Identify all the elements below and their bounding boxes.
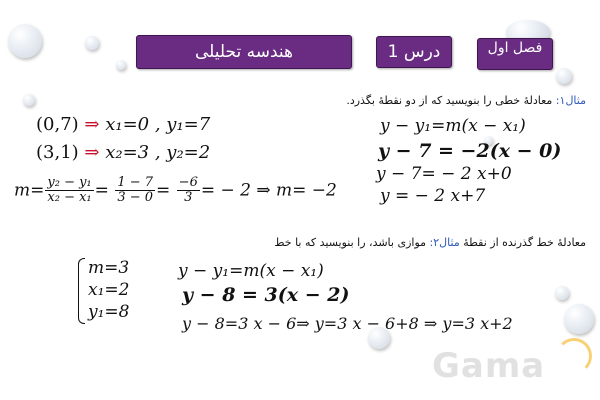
water-drop-decoration — [85, 36, 99, 50]
slope-formula-numerator: y₂ − y₁ — [47, 175, 92, 190]
water-drop-decoration — [556, 68, 572, 84]
water-drop-decoration — [555, 286, 569, 300]
point-1: (0,7) — [36, 114, 79, 135]
example2-text-mid: موازی باشد، را بنویسید که با خط — [274, 236, 427, 249]
ex2-eq-line-1: y − y₁=m(x − x₁) — [178, 261, 324, 281]
slope-substitution-numerator: 1 − 7 — [117, 175, 154, 190]
given-x1: x₁=2 — [88, 280, 130, 300]
water-drop-decoration — [564, 304, 594, 334]
example1-instruction — [346, 94, 586, 107]
slope-formula-fraction — [45, 176, 93, 205]
ex1-eq-line-2: y − 7 = −2(x − 0) — [378, 140, 562, 162]
left-brace-icon — [78, 258, 85, 324]
slope-substitution-fraction — [115, 176, 155, 205]
watermark-logo: Gama — [432, 346, 546, 386]
slope-formula-denominator: x₂ − x₁ — [47, 190, 92, 205]
topic-title-button[interactable]: هندسه تحلیلی — [136, 35, 352, 69]
slope-lhs: m= — [14, 180, 45, 201]
watermark-logo-icon — [556, 338, 592, 374]
slope-result-numerator: −6 — [178, 175, 198, 190]
water-drop-decoration — [8, 24, 42, 58]
given-values-system — [78, 258, 168, 324]
example1-text-end: بگذرد. — [346, 94, 375, 107]
ex2-eq-line-3: y − 8=3 x − 6⇒ y=3 x − 6+8 ⇒ y=3 x+2 — [182, 314, 513, 333]
chapter-button[interactable]: فصل اول — [477, 38, 553, 70]
point-2-line — [36, 142, 210, 163]
slope-substitution-denominator: 3 − 0 — [117, 190, 154, 205]
implies-arrow-icon: ⇒ — [84, 142, 100, 163]
given-slope: m=3 — [88, 258, 130, 278]
slope-computation: m= $\frac{\text{y₂ − y₁}}{\text{x₂ − x₁}}$ = $\frac{1 - 7}{3 - 0}$ = $\frac{-6}{3}$ = − 2 ⇒ m= −2 — [14, 175, 337, 205]
point-1-coords: x₁=0 , y₁=7 — [105, 114, 211, 135]
ex1-eq-line-4: y = − 2 x+7 — [380, 186, 486, 206]
point-1-line — [36, 114, 210, 135]
ex1-eq-line-1: y − y₁=m(x − x₁) — [380, 116, 526, 136]
example1-label: مثال۱: — [555, 94, 586, 107]
water-drop-decoration — [23, 94, 35, 106]
point-2-coords: x₂=3 , y₂=2 — [105, 142, 211, 163]
example1-text: معادلهٔ خطی را بنویسید که از دو نقطهٔ — [378, 94, 553, 107]
ex2-eq-line-2: y − 8 = 3(x − 2) — [182, 284, 350, 306]
given-y1: y₁=8 — [88, 302, 130, 322]
example2-text: معادلهٔ خط گذرنده از نقطهٔ — [463, 236, 586, 249]
point-2: (3,1) — [36, 142, 79, 163]
slope-result: = − 2 ⇒ m= −2 — [200, 180, 337, 201]
example2-instruction — [274, 236, 586, 249]
slope-result-fraction — [177, 176, 200, 205]
implies-arrow-icon: ⇒ — [84, 114, 100, 135]
water-drop-decoration — [116, 60, 126, 70]
example2-label: مثال۲: — [429, 236, 460, 249]
slope-result-denominator: 3 — [184, 190, 193, 205]
ex1-eq-line-3: y − 7= − 2 x+0 — [376, 164, 512, 184]
lesson-button[interactable]: درس 1 — [376, 36, 452, 68]
